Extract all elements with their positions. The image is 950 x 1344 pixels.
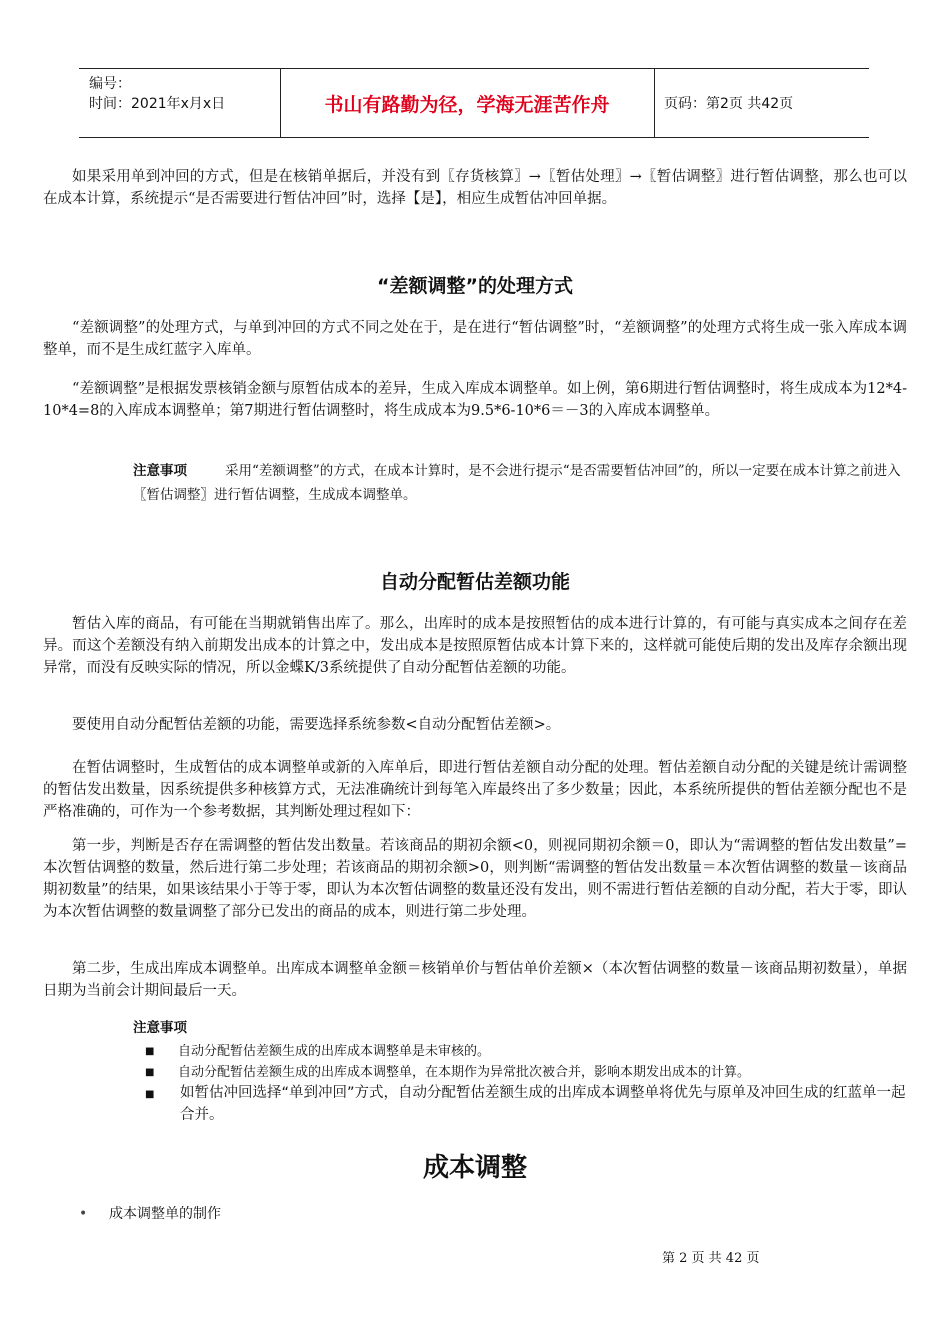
- note-bullet-text: 自动分配暂估差额生成的出库成本调整单，在本期作为异常批次被合并，影响本期发出成本的计算。: [178, 1065, 751, 1080]
- page-footer: 第 2 页 共 42 页: [662, 1251, 760, 1266]
- note-bullet: [145, 1062, 910, 1083]
- auto-paragraph-3: 在暂估调整时，生成暂估的成本调整单或新的入库单后，即进行暂估差额自动分配的处理。暂估差额自动分配的关键是统计需调整的暂估发出数量，因系统提供多种核算方式，无法准确统计到每笔入库最终出了多少数量；因此，本系统所提供的暂估差额分配也不是严格准确的，可作为一个参考数据，其判断处理过程如下：: [43, 760, 907, 820]
- heading-diff-adjust: “差额调整”的处理方式: [377, 275, 573, 297]
- note-bullet: [145, 1041, 910, 1062]
- sub-item-label: 成本调整单的制作: [109, 1206, 221, 1222]
- heading-auto-allocate: 自动分配暂估差额功能: [379, 571, 570, 593]
- note-box-1: [133, 459, 905, 507]
- diff-paragraph-2: “差额调整”是根据发票核销金额与原暂估成本的差异，生成入库成本调整单。如上例，第6期进行暂估调整时，将生成成本为12*4-10*4=8的入库成本调整单；第7期进行暂估调整时，将生成成本为9.5*6-10*6＝－3的入库成本调整单。: [43, 381, 907, 419]
- note-bullet-text: 如暂估冲回选择“单到冲回”方式，自动分配暂估差额生成的出库成本调整单将优先与原单及冲回生成的红蓝单一起合并。: [180, 1085, 906, 1123]
- auto-paragraph-2: 要使用自动分配暂估差额的功能，需要选择系统参数<自动分配暂估差额>。: [72, 717, 561, 733]
- heading-cost-adjust: 成本调整: [422, 1153, 527, 1183]
- note-title: 注意事项: [133, 1020, 187, 1036]
- bullet-icon: •: [79, 1206, 88, 1222]
- number-label: 编号：: [89, 76, 131, 92]
- header-motto: 书山有路勤为径，学海无涯苦作舟: [324, 93, 610, 116]
- square-bullet-icon: ■: [145, 1089, 155, 1100]
- auto-paragraph-5: 第二步，生成出库成本调整单。出库成本调整单金额＝核销单价与暂估单价差额×（本次暂估调整的数量－该商品期初数量），单据日期为当前会计期间最后一天。: [43, 961, 907, 999]
- header-page-label: 页码：第2页 共42页: [664, 96, 794, 112]
- note-bullet-text: 自动分配暂估差额生成的出库成本调整单是未审核的。: [178, 1044, 491, 1059]
- page-header: [79, 68, 869, 138]
- auto-paragraph-1: 暂估入库的商品，有可能在当期就销售出库了。那么，出库时的成本是按照暂估的成本进行计算的，有可能与真实成本之间存在差异。而这个差额没有纳入前期发出成本的计算之中，发出成本是按照原暂估成本计算下来的，这样就可能使后期的发出及库存余额出现异常，而没有反映实际的情况，所以金蝶K/3系统提供了自动分配暂估差额的功能。: [43, 616, 907, 676]
- note-box-2: [133, 1016, 905, 1040]
- header-divider: [654, 69, 655, 137]
- intro-paragraph: 如果采用单到冲回的方式，但是在核销单据后，并没有到〖存货核算〗→〖暂估处理〗→〖暂估调整〗进行暂估调整，那么也可以在成本计算，系统提示“是否需要进行暂估冲回”时，选择【是】，相应生成暂估冲回单据。: [43, 169, 907, 207]
- time-label: 时间：2021年x月x日: [89, 96, 226, 112]
- note-bullet: [145, 1082, 910, 1126]
- sub-list-item: [79, 1203, 221, 1223]
- auto-paragraph-4: 第一步，判断是否存在需调整的暂估发出数量。若该商品的期初余额<0，则视同期初余额＝0，即认为“需调整的暂估发出数量”=本次暂估调整的数量，然后进行第二步处理；若该商品的期初余额>0，则判断“需调整的暂估发出数量＝本次暂估调整的数量－该商品期初数量”的结果，如果该结果小于等于零，即认为本次暂估调整的数量还没有发出，则不需进行暂估差额的自动分配，若大于零，即认为本次暂估调整的数量调整了部分已发出的商品的成本，则进行第二步处理。: [43, 838, 907, 920]
- header-meta: [89, 74, 225, 114]
- note-title: 注意事项: [133, 463, 187, 479]
- square-bullet-icon: ■: [145, 1067, 155, 1078]
- note-text: 采用“差额调整”的方式，在成本计算时，是不会进行提示“是否需要暂估冲回”的，所以一定要在成本计算之前进入〖暂估调整〗进行暂估调整，生成成本调整单。: [133, 463, 901, 503]
- diff-paragraph-1: “差额调整”的处理方式，与单到冲回的方式不同之处在于，是在进行“暂估调整”时，“差额调整”的处理方式将生成一张入库成本调整单，而不是生成红蓝字入库单。: [43, 320, 907, 358]
- square-bullet-icon: ■: [145, 1046, 155, 1057]
